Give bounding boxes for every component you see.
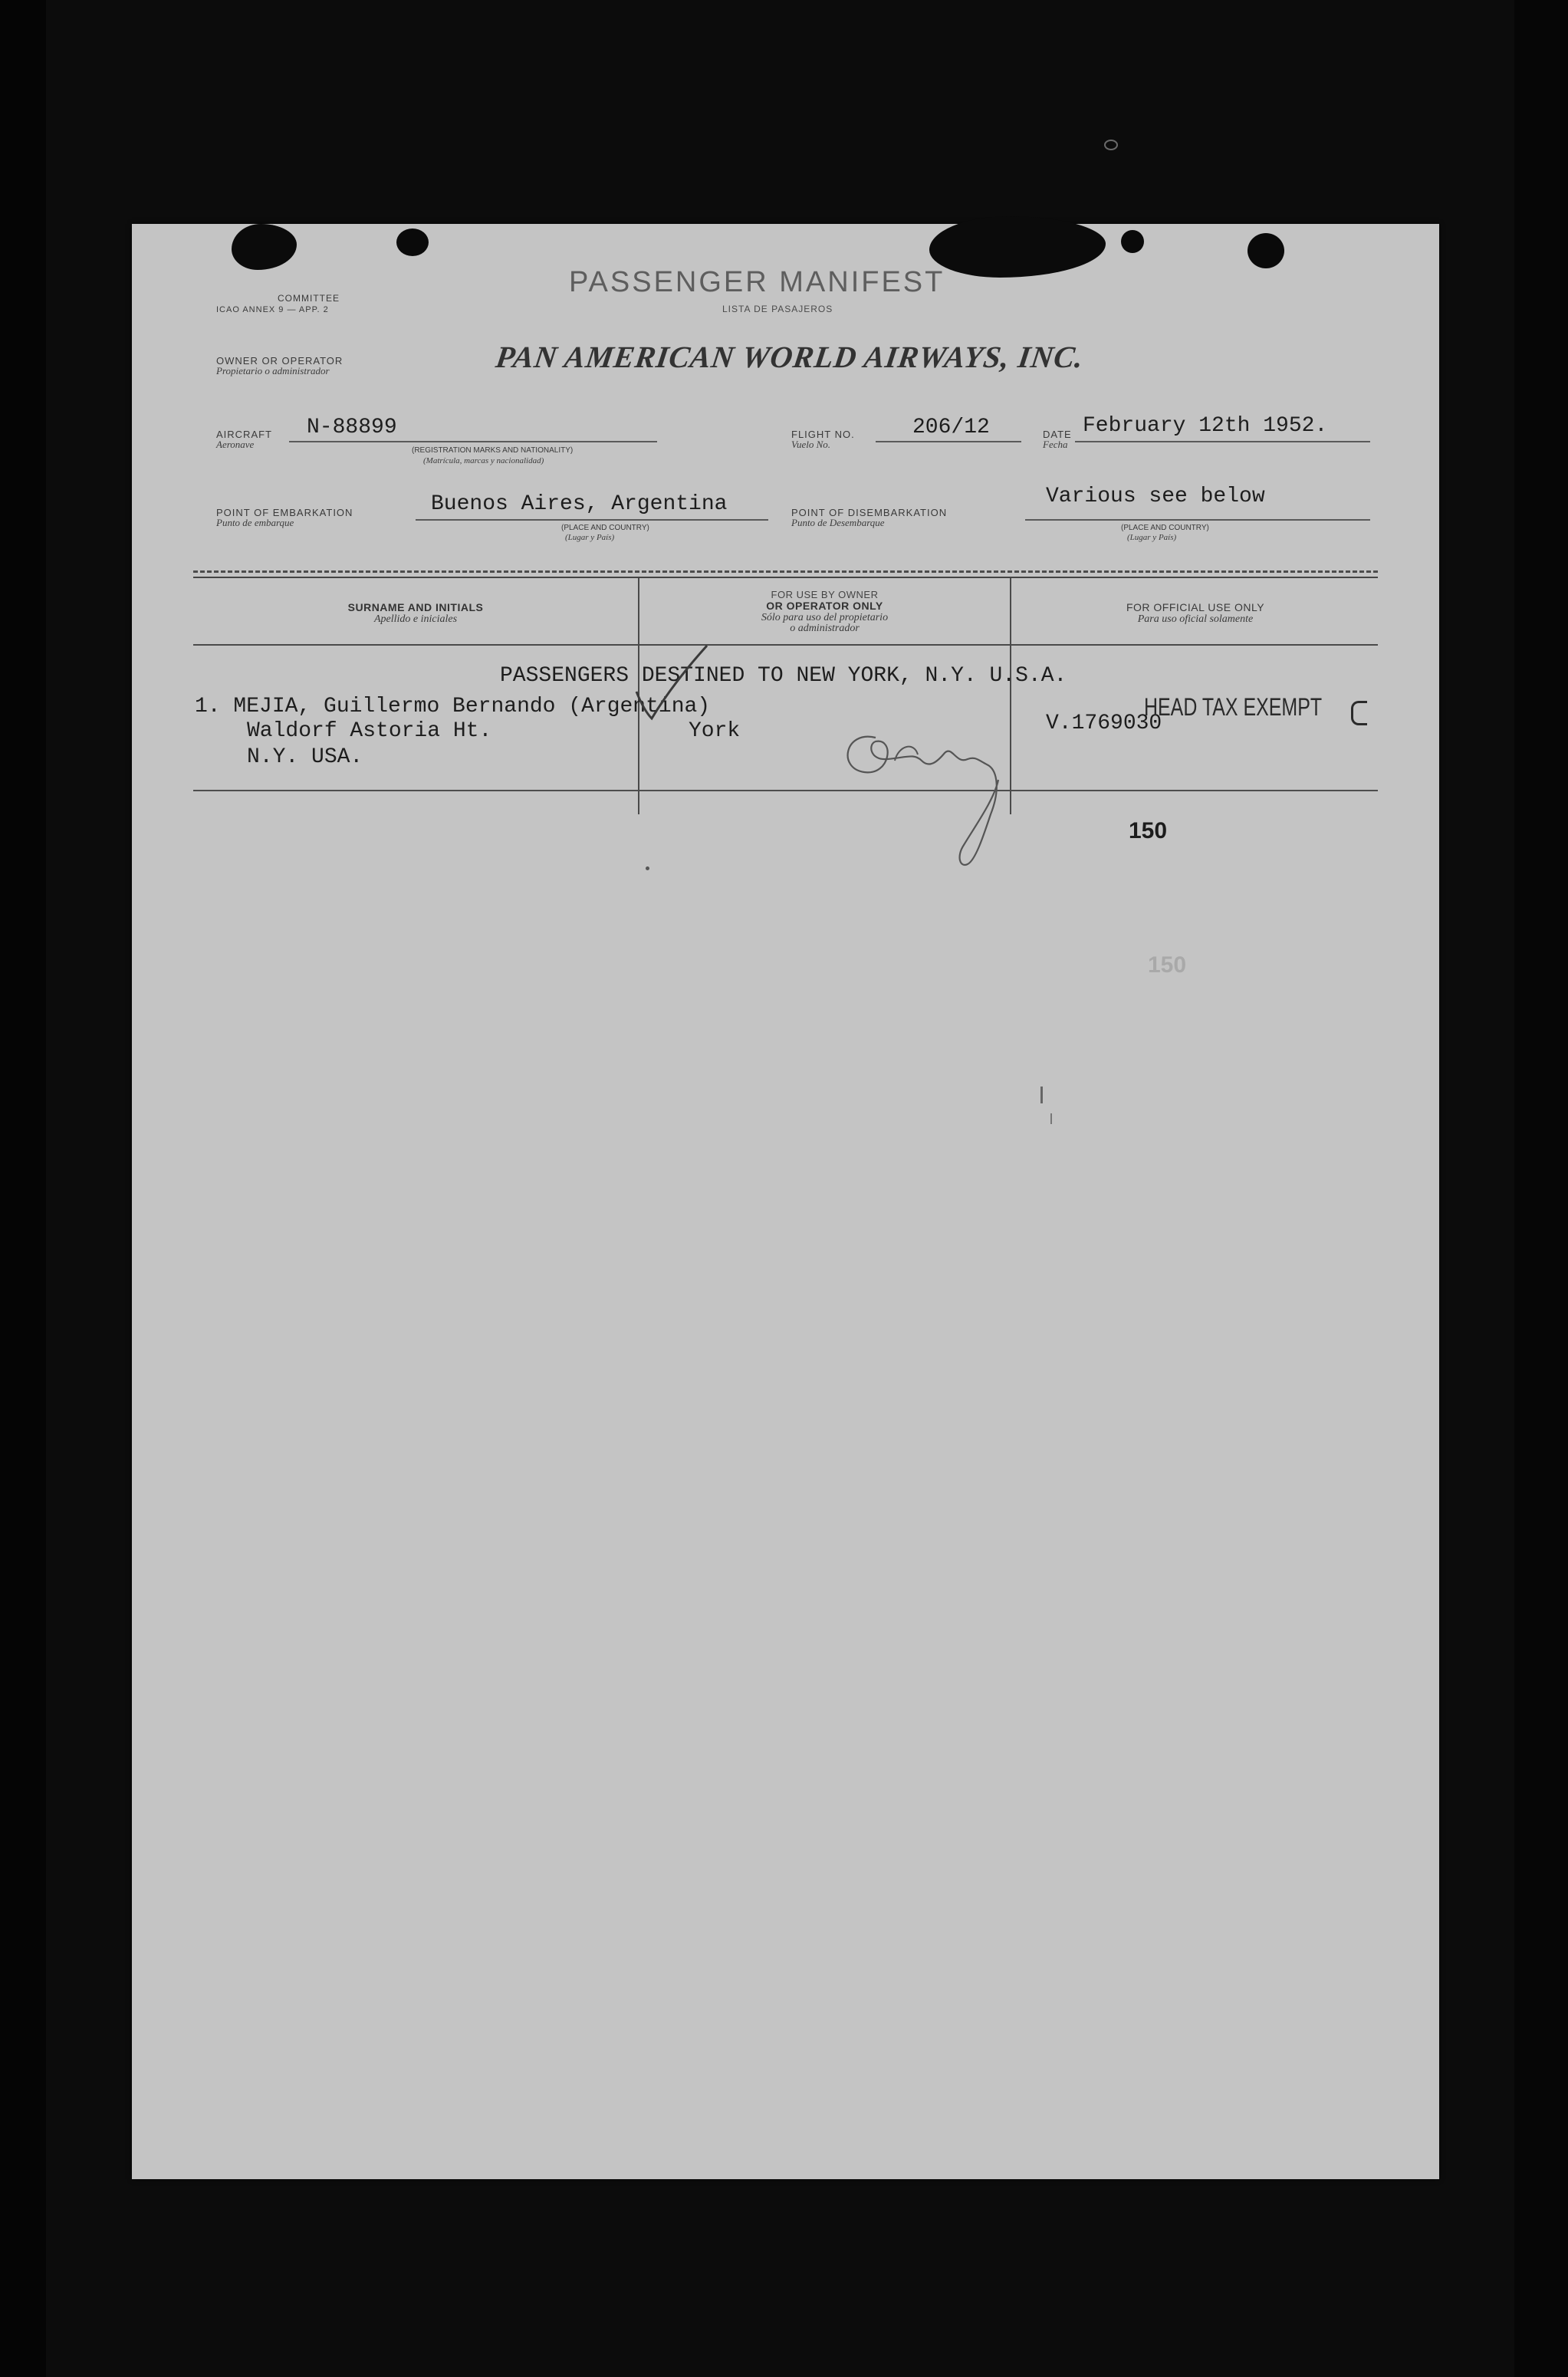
- owner-label-es: Propietario o administrador: [216, 365, 330, 376]
- column-head-official-es: Para uso oficial solamente: [1137, 613, 1254, 625]
- column-head-surname-es: Apellido e iniciales: [373, 613, 458, 625]
- disembarkation-value: Various see below: [1046, 485, 1265, 508]
- head-tax-exempt-stamp: HEAD TAX EXEMPT: [1144, 693, 1323, 721]
- column-head-owner-es-1: Sólo para uso del propietario: [761, 612, 889, 623]
- section-heading: PASSENGERS DESTINED TO NEW YORK, N.Y. U.S.A.: [500, 664, 1067, 688]
- torn-edge: [929, 216, 1106, 278]
- ink-dot: [646, 866, 649, 870]
- manifest-sheet: [132, 224, 1439, 2179]
- aircraft-label-es: Aeronave: [216, 439, 255, 450]
- column-head-owner-1: FOR USE BY OWNER: [771, 589, 879, 600]
- torn-corner: [232, 224, 297, 270]
- dust-speck: [1104, 140, 1118, 150]
- column-head-owner-es-2: o administrador: [790, 623, 860, 634]
- embarkation-label-es: Punto de embarque: [216, 517, 294, 528]
- embarkation-label: POINT OF EMBARKATION: [216, 507, 353, 518]
- entry-bottom-rule: [193, 790, 1378, 791]
- disembarkation-sublabel-es: (Lugar y País): [1127, 533, 1177, 542]
- page-number: 150: [1129, 818, 1168, 843]
- page-subtitle: LISTA DE PASAJEROS: [722, 304, 833, 314]
- column-head-rule: [193, 644, 1378, 646]
- owner-label: OWNER OR OPERATOR: [216, 355, 344, 367]
- table-top-rule-2: [193, 577, 1378, 578]
- date-underline: [1075, 441, 1370, 442]
- passenger-owner-note: York: [689, 719, 741, 743]
- annex-line: ICAO ANNEX 9 — APP. 2: [216, 305, 329, 314]
- stamp-bracket: [1351, 701, 1367, 725]
- embarkation-sublabel: (PLACE AND COUNTRY): [561, 524, 649, 532]
- aircraft-value: N-88899: [307, 416, 397, 439]
- flight-underline: [876, 441, 1021, 442]
- disembarkation-label-es: Punto de Desembarque: [791, 517, 885, 528]
- date-label: DATE: [1043, 429, 1072, 440]
- flight-value: 206/12: [912, 416, 990, 439]
- owner-value: PAN AMERICAN WORLD AIRWAYS, INC.: [493, 340, 1086, 374]
- punch-hole: [1121, 230, 1144, 253]
- page-number-faded: 150: [1148, 952, 1187, 978]
- passenger-line-2: Waldorf Astoria Ht.: [247, 719, 492, 743]
- ink-tick: [1050, 1113, 1052, 1124]
- film-edge-left: [0, 0, 46, 2377]
- punch-hole: [1247, 233, 1284, 268]
- embarkation-underline: [416, 519, 768, 521]
- embarkation-sublabel-es: (Lugar y País): [565, 533, 615, 542]
- aircraft-label: AIRCRAFT: [216, 429, 272, 440]
- passenger-line-1: 1. MEJIA, Guillermo Bernando (Argentina): [195, 695, 711, 718]
- checkmark-mark: [630, 638, 715, 730]
- passenger-visa-number: V.1769030: [1046, 712, 1162, 735]
- disembarkation-sublabel: (PLACE AND COUNTRY): [1121, 524, 1209, 532]
- column-head-surname: SURNAME AND INITIALS: [347, 601, 484, 613]
- table-top-rule: [193, 570, 1378, 573]
- page-title: PASSENGER MANIFEST: [569, 266, 945, 298]
- flight-label: FLIGHT NO.: [791, 429, 855, 440]
- film-edge-right: [1514, 0, 1568, 2377]
- date-label-es: Fecha: [1043, 439, 1068, 450]
- official-signature: [822, 707, 1021, 883]
- disembarkation-label: POINT OF DISEMBARKATION: [791, 507, 948, 518]
- embarkation-value: Buenos Aires, Argentina: [431, 492, 728, 516]
- disembarkation-underline: [1025, 519, 1370, 521]
- ink-tick: [1040, 1087, 1043, 1103]
- aircraft-sublabel-es: (Matrícula, marcas y nacionalidad): [423, 456, 544, 465]
- aircraft-underline: [289, 441, 657, 442]
- passenger-line-3: N.Y. USA.: [247, 745, 363, 769]
- committee-line: COMMITTEE: [278, 293, 340, 304]
- date-value: February 12th 1952.: [1083, 414, 1328, 438]
- column-head-official: FOR OFFICIAL USE ONLY: [1126, 601, 1265, 613]
- column-head-owner-2: OR OPERATOR ONLY: [766, 600, 883, 612]
- aircraft-sublabel: (REGISTRATION MARKS AND NATIONALITY): [412, 446, 574, 455]
- punch-hole: [396, 228, 429, 256]
- flight-label-es: Vuelo No.: [791, 439, 831, 450]
